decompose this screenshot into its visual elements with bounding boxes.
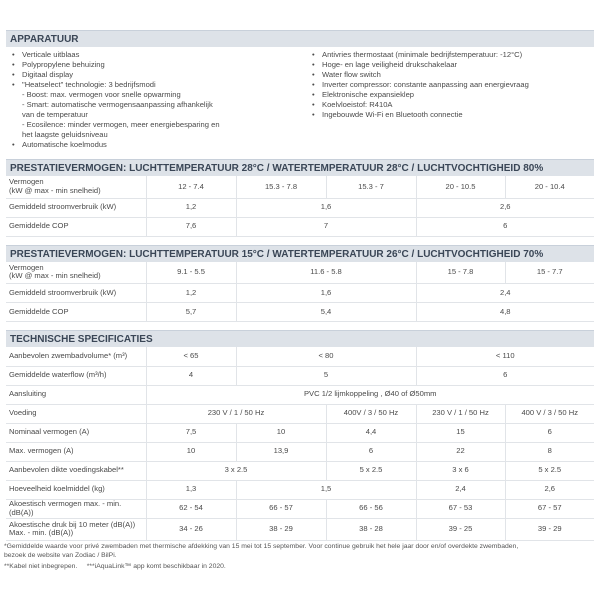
features	[6, 47, 594, 159]
table-row	[6, 423, 594, 442]
table-cell: 13,9	[236, 442, 326, 461]
table-cell: 7,6	[146, 217, 236, 236]
table-cell: 67 - 53	[416, 499, 505, 518]
feature-item: • Hoge- en lage veiligheid drukschakelaar	[312, 60, 458, 69]
table-row	[6, 303, 594, 322]
row-label: Voeding	[6, 404, 146, 423]
table-cell: 4,8	[416, 303, 594, 322]
feature-item: • Automatische koelmodus	[12, 140, 107, 149]
section-performance-15: PRESTATIEVERMOGEN: LUCHTTEMPERATUUR 15°C / WATERTEMPERATUUR 26°C / LUCHTVOCHTIGHEID 70%	[6, 245, 594, 262]
table-cell: 2,4	[416, 284, 594, 303]
table-cell: 2,6	[416, 198, 594, 217]
feature-item: • Elektronische expansieklep	[312, 90, 415, 99]
table-cell: 4,4	[326, 423, 416, 442]
table-cell: 15.3 - 7	[326, 176, 416, 198]
table-cell: < 65	[146, 347, 236, 366]
row-label: Akoestisch vermogen max. - min. (dB(A))	[6, 499, 146, 518]
row-label: Vermogen (kW @ max - min snelheid)	[6, 176, 146, 198]
table-row	[6, 461, 594, 480]
row-label: Akoestische druk bij 10 meter (dB(A)) Max. - min. (dB(A))	[6, 518, 146, 540]
table-cell: 20 - 10.5	[416, 176, 505, 198]
table-cell: 2,6	[505, 480, 594, 499]
table-cell: 400 V / 3 / 50 Hz	[505, 404, 594, 423]
table-cell: 1,2	[146, 198, 236, 217]
table-cell: 62 - 54	[146, 499, 236, 518]
feature-item: • Ingebouwde Wi-Fi en Bluetooth connectie	[312, 110, 463, 119]
section-technische-specificaties: TECHNISCHE SPECIFICATIES	[6, 330, 594, 347]
table-cell: 4	[146, 366, 236, 385]
table-row	[6, 404, 594, 423]
feature-item: • Inverter compressor: constante aanpassing aan energievraag	[312, 80, 529, 89]
feature-subitem: van de temperatuur	[22, 110, 88, 119]
feature-item: • Water flow switch	[312, 70, 381, 79]
table-row	[6, 385, 594, 404]
row-label: Nominaal vermogen (A)	[6, 423, 146, 442]
table-row	[6, 217, 594, 236]
table-cell: 3 x 6	[416, 461, 505, 480]
table-cell: 9.1 - 5.5	[146, 262, 236, 284]
row-label: Aansluiting	[6, 385, 146, 404]
table-cell: 67 - 57	[505, 499, 594, 518]
table-row	[6, 480, 594, 499]
footnote: **Kabel niet inbegrepen. ***iAquaLink™ app komt beschikbaar in 2020.	[4, 563, 226, 570]
table-row	[6, 347, 594, 366]
table-row	[6, 366, 594, 385]
row-label: Gemiddeld stroomverbruik (kW)	[6, 198, 146, 217]
row-label: Aanbevolen zwembadvolume* (m³)	[6, 347, 146, 366]
section-apparatuur: APPARATUUR	[6, 30, 594, 47]
table-cell: 230 V / 1 / 50 Hz	[146, 404, 326, 423]
table-cell: 5,4	[236, 303, 416, 322]
footnote: *Gemiddelde waarde voor privé zwembaden met thermische afdekking van 15 mei tot 15 september. Voor continue gebruik het hele jaar door en/of overdekte zwembaden, bezoek de website van Zodiac / BilPi.	[4, 543, 519, 559]
table-cell: 1,5	[236, 480, 416, 499]
row-label: Gemiddeld stroomverbruik (kW)	[6, 284, 146, 303]
table-cell: 38 - 28	[326, 518, 416, 540]
table-cell: 2,4	[416, 480, 505, 499]
feature-item: • "Heatselect" technologie: 3 bedrijfsmodi	[12, 80, 156, 89]
table-cell: 1,3	[146, 480, 236, 499]
feature-subitem: - Ecosilence: minder vermogen, meer energiebesparing en	[22, 120, 220, 129]
table-cell: 6	[326, 442, 416, 461]
table-cell: 15 - 7.7	[505, 262, 594, 284]
table-cell: 39 - 25	[416, 518, 505, 540]
performance-28-table	[6, 176, 594, 237]
table-row	[6, 518, 594, 540]
row-label: Gemiddelde COP	[6, 217, 146, 236]
feature-subitem: het laagste geluidsniveau	[22, 130, 108, 139]
feature-item: • Digitaal display	[12, 70, 74, 79]
table-cell: 5 x 2.5	[326, 461, 416, 480]
table-cell: 7	[236, 217, 416, 236]
tech-spec-table	[6, 347, 594, 541]
feature-item: • Koelvloeistof: R410A	[312, 100, 393, 109]
table-cell: 11.6 - 5.8	[236, 262, 416, 284]
table-cell: 66 - 57	[236, 499, 326, 518]
feature-subitem: - Boost: max. vermogen voor snelle opwarming	[22, 90, 181, 99]
table-cell: 34 - 26	[146, 518, 236, 540]
row-label: Hoeveelheid koelmiddel (kg)	[6, 480, 146, 499]
row-label: Max. vermogen (A)	[6, 442, 146, 461]
table-cell: 3 x 2.5	[146, 461, 326, 480]
table-cell: 7,5	[146, 423, 236, 442]
table-cell: 6	[416, 217, 594, 236]
table-cell: 12 - 7.4	[146, 176, 236, 198]
footnotes	[4, 542, 594, 573]
features-right-list	[312, 50, 594, 156]
table-cell: 10	[236, 423, 326, 442]
table-cell: < 110	[416, 347, 594, 366]
row-label: Gemiddelde COP	[6, 303, 146, 322]
table-row	[6, 176, 594, 198]
table-cell: 400V / 3 / 50 Hz	[326, 404, 416, 423]
table-cell: 15 - 7.8	[416, 262, 505, 284]
table-cell: 10	[146, 442, 236, 461]
table-cell: 230 V / 1 / 50 Hz	[416, 404, 505, 423]
table-cell: 8	[505, 442, 594, 461]
feature-item: • Verticale uitblaas	[12, 50, 80, 59]
feature-item: • Polypropylene behuizing	[12, 60, 105, 69]
row-label: Vermogen (kW @ max - min snelheid)	[6, 262, 146, 284]
table-cell: 5 x 2.5	[505, 461, 594, 480]
features-left-list	[12, 50, 312, 156]
feature-item: • Antivries thermostaat (minimale bedrijfstemperatuur: -12°C)	[312, 50, 523, 59]
table-cell: 15.3 - 7.8	[236, 176, 326, 198]
table-cell: 6	[505, 423, 594, 442]
row-label: Aanbevolen dikte voedingskabel**	[6, 461, 146, 480]
row-label: Gemiddelde waterflow (m³/h)	[6, 366, 146, 385]
table-cell: 1,6	[236, 198, 416, 217]
table-cell: 5	[236, 366, 416, 385]
table-cell: < 80	[236, 347, 416, 366]
table-row	[6, 442, 594, 461]
table-row	[6, 499, 594, 518]
table-cell: 15	[416, 423, 505, 442]
table-cell: 5,7	[146, 303, 236, 322]
table-cell: 20 - 10.4	[505, 176, 594, 198]
section-performance-28: PRESTATIEVERMOGEN: LUCHTTEMPERATUUR 28°C / WATERTEMPERATUUR 28°C / LUCHTVOCHTIGHEID 80%	[6, 159, 594, 176]
table-cell: 22	[416, 442, 505, 461]
table-cell: 66 - 56	[326, 499, 416, 518]
spec-sheet	[6, 30, 594, 541]
table-cell: 1,6	[236, 284, 416, 303]
table-cell: PVC 1/2 lijmkoppeling , Ø40 of Ø50mm	[146, 385, 594, 404]
table-cell: 1,2	[146, 284, 236, 303]
table-cell: 6	[416, 366, 594, 385]
table-row	[6, 284, 594, 303]
feature-subitem: - Smart: automatische vermogensaanpassing afhankelijk	[22, 100, 213, 109]
table-cell: 39 - 29	[505, 518, 594, 540]
table-row	[6, 262, 594, 284]
table-row	[6, 198, 594, 217]
table-cell: 38 - 29	[236, 518, 326, 540]
performance-15-table	[6, 262, 594, 323]
